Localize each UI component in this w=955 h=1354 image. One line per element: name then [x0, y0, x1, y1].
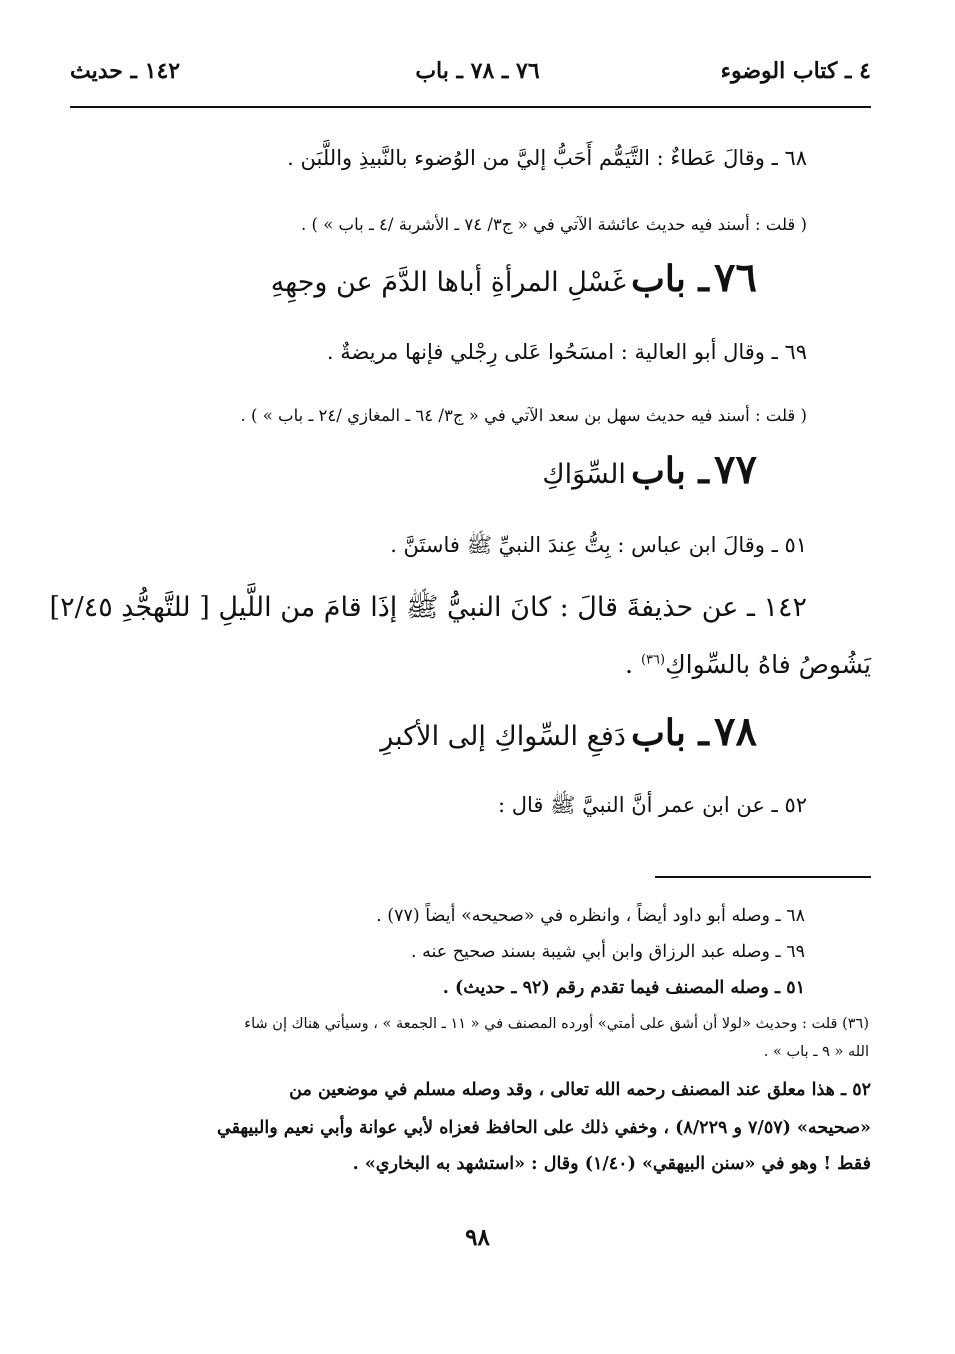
- chapter-heading-76: [271, 254, 757, 301]
- chapter-title: غَسْلِ المرأةِ أباها الدَّمَ عن وجهِهِ: [270, 267, 626, 298]
- athar-51: ٥١ ـ وقالَ ابن عباس : بِتُّ عِندَ النبيِّ ﷺ فاستَنَّ .: [390, 533, 807, 557]
- chapter-number: ٧٧: [714, 446, 757, 493]
- footnote-separator: [655, 876, 871, 878]
- header-babs: ٧٦ ـ ٧٨ ـ باب: [415, 58, 540, 84]
- hadith-142-text: يَشُوصُ فاهُ بالسِّواكِ: [665, 650, 871, 679]
- athar-69: ٦٩ ـ وقال أبو العالية : امسَحُوا عَلى رِجْلي فإنها مريضةٌ .: [326, 340, 807, 364]
- note-68: ( قلت : أسند فيه حديث عائشة الآتي في « ج٣/ ٧٤ ـ الأشربة /٤ ـ باب » ) .: [301, 215, 807, 234]
- chapter-title: السِّوَاكِ: [542, 459, 626, 490]
- chapter-bab-label: ـ باب: [630, 712, 709, 754]
- athar-52: ٥٢ ـ عن ابن عمر أنَّ النبيَّ ﷺ قال :: [497, 793, 807, 817]
- footnote-36-line2: الله « ٩ ـ باب » .: [763, 1044, 869, 1060]
- footnote-51: ٥١ ـ وصله المصنف فيما تقدم رقم (٩٢ ـ حديث) .: [442, 978, 805, 998]
- chapter-bab-label: ـ باب: [630, 258, 709, 300]
- footnote-69: ٦٩ ـ وصله عبد الرزاق وابن أبي شيبة بسند صحيح عنه .: [410, 942, 805, 962]
- chapter-number: ٧٨: [714, 708, 757, 755]
- footnote-52-line1: ٥٢ ـ هذا معلق عند المصنف رحمه الله تعالى ، وقد وصله مسلم في موضعين من: [289, 1080, 871, 1100]
- header-rule: [70, 106, 871, 108]
- header-hadith: ١٤٢ ـ حديث: [70, 58, 181, 84]
- chapter-heading-77: [542, 446, 757, 493]
- footnote-52-line2: «صحيحه» (٧/٥٧ و ٨/٢٢٩) ، وخفي ذلك على الحافظ فعزاه لأبي عوانة وأبي نعيم والبيهقي: [216, 1118, 871, 1138]
- hadith-142-line2: [625, 650, 871, 679]
- athar-68: ٦٨ ـ وقالَ عَطاءٌ : التَّيَمُّم أَحَبُّ إليَّ من الوُضوء بالنَّبيذِ واللَّبَن .: [287, 146, 807, 170]
- footnote-52-line3: فقط ! وهو في «سنن البيهقي» (١/٤٠) وقال : «استشهد به البخاري» .: [352, 1154, 871, 1174]
- footnote-68: ٦٨ ـ وصله أبو داود أيضاً ، وانظره في «صحيحه» أيضاً (٧٧) .: [376, 906, 805, 926]
- header-chapter: ٤ ـ كتاب الوضوء: [720, 58, 871, 84]
- hadith-142-line1: ١٤٢ ـ عن حذيفةَ قالَ : كانَ النبيُّ ﷺ إذَا قامَ من اللَّيلِ [ للتَّهجُّدِ ٢/٤٥]: [49, 592, 807, 623]
- page-number: ٩٨: [465, 1224, 490, 1251]
- chapter-number: ٧٦: [714, 254, 757, 301]
- footnote-marker-36: (٣٦): [640, 652, 666, 668]
- footnote-36-line1: (٣٦) قلت : وحديث «لولا أن أشق على أمتي» أورده المصنف في « ١١ ـ الجمعة » ، وسيأتي هناك إن شاء: [244, 1016, 869, 1032]
- chapter-title: دَفعِ السِّواكِ إلى الأكبرِ: [380, 721, 626, 752]
- hadith-142-end: .: [625, 650, 641, 679]
- chapter-bab-label: ـ باب: [630, 450, 709, 492]
- chapter-heading-78: [380, 708, 757, 755]
- note-69: ( قلت : أسند فيه حديث سهل بن سعد الآتي في « ج٣/ ٦٤ ـ المغازي /٢٤ ـ باب » ) .: [240, 406, 807, 425]
